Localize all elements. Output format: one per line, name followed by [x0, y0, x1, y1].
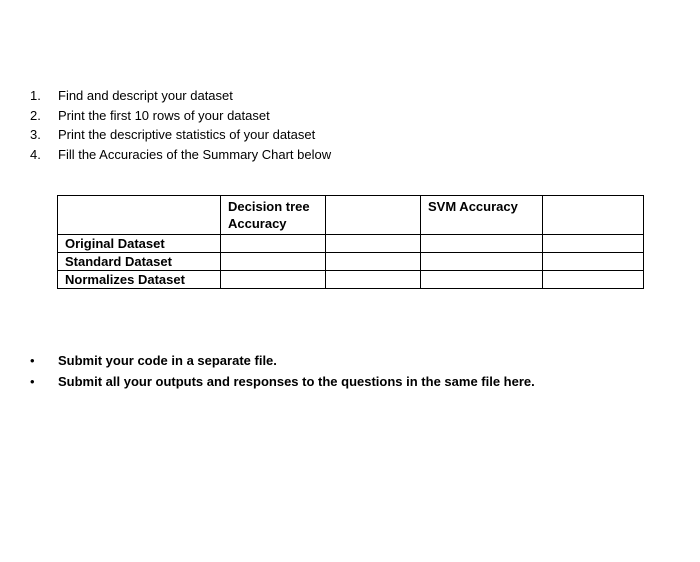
row-label-normalizes: Normalizes Dataset — [58, 271, 221, 289]
table-cell[interactable] — [221, 271, 326, 289]
instruction-item — [30, 86, 331, 106]
table-header-cell-empty — [543, 196, 644, 235]
table-row — [58, 253, 644, 271]
summary-chart-table — [57, 195, 644, 289]
table-cell[interactable] — [221, 253, 326, 271]
table-cell[interactable] — [543, 271, 644, 289]
instruction-number: 4. — [30, 146, 41, 162]
table-cell[interactable] — [421, 271, 543, 289]
table-header-cell-empty — [58, 196, 221, 235]
instruction-text: Find and descript your dataset — [58, 88, 233, 104]
table-cell[interactable] — [421, 235, 543, 253]
instruction-item — [30, 106, 331, 126]
instruction-number: 2. — [30, 107, 41, 123]
table-header-decision-tree: Decision tree Accuracy — [221, 196, 326, 235]
instruction-item — [30, 125, 331, 145]
row-label-original: Original Dataset — [58, 235, 221, 253]
instruction-number: 3. — [30, 127, 41, 143]
table-header-svm: SVM Accuracy — [421, 196, 543, 235]
bullet-item — [30, 350, 535, 371]
instruction-number: 1. — [30, 88, 41, 104]
bullet-text: Submit all your outputs and responses to the questions in the same file here. — [58, 374, 535, 389]
instruction-list — [30, 86, 331, 164]
instruction-item — [30, 145, 331, 165]
table-row — [58, 271, 644, 289]
table-cell[interactable] — [421, 253, 543, 271]
table-cell[interactable] — [326, 253, 421, 271]
table-row — [58, 235, 644, 253]
instruction-text: Fill the Accuracies of the Summary Chart below — [58, 146, 332, 162]
submission-bullet-list — [30, 350, 535, 392]
table-cell[interactable] — [326, 271, 421, 289]
row-label-standard: Standard Dataset — [58, 253, 221, 271]
bullet-text: Submit your code in a separate file. — [58, 353, 277, 368]
instruction-text: Print the descriptive statistics of your dataset — [58, 127, 316, 143]
bullet-marker: • — [30, 374, 35, 389]
table-cell[interactable] — [221, 235, 326, 253]
table-cell[interactable] — [543, 235, 644, 253]
table-cell[interactable] — [326, 235, 421, 253]
bullet-marker: • — [30, 353, 35, 368]
table-cell[interactable] — [543, 253, 644, 271]
table-header-row — [58, 196, 644, 235]
instruction-text: Print the first 10 rows of your dataset — [58, 107, 270, 123]
table-header-cell-empty — [326, 196, 421, 235]
bullet-item — [30, 371, 535, 392]
